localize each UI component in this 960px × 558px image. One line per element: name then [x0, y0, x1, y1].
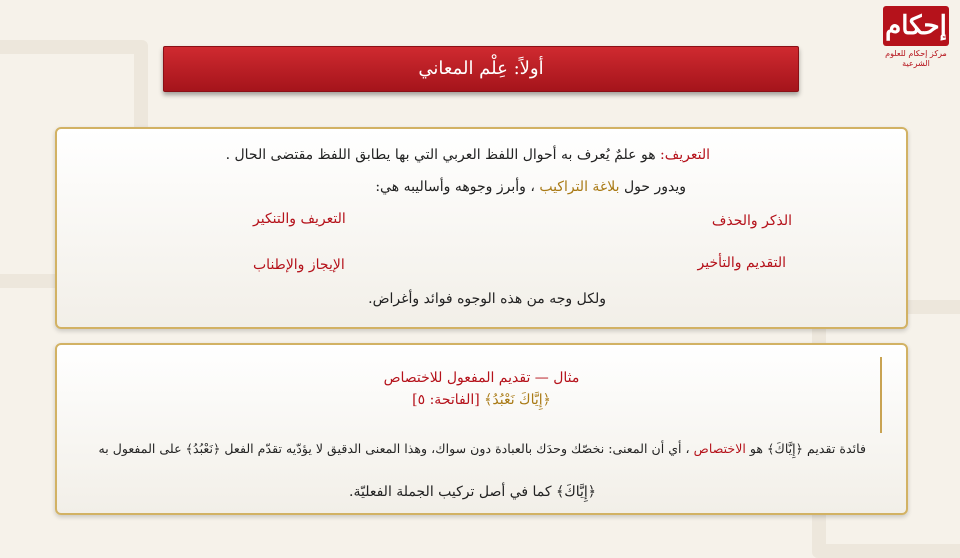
explanation-highlight: الاختصاص [693, 441, 746, 456]
explanation-line-2: ﴿إِيَّاكَ﴾ كما في أصل تركيب الجملة الفعليّة. [349, 484, 596, 500]
topic-prefix: ويدور حول [619, 179, 686, 195]
definition-label: التعريف: [660, 147, 710, 163]
verse-line [57, 392, 906, 408]
logo-mark: إحكام [883, 6, 949, 46]
explanation-start: فائدة تقديم ﴿إِيَّاكَ﴾ هو [745, 441, 866, 456]
example-card [55, 343, 908, 515]
closing-line: ولكل وجه من هذه الوجوه فوائد وأغراض. [368, 291, 606, 307]
topic-highlight: بلاغة التراكيب [539, 179, 620, 195]
style-item-definiteness: التعريف والتنكير [253, 211, 346, 227]
logo [880, 6, 952, 72]
verse-text: ﴿إِيَّاكَ نَعْبُدُ﴾ [484, 392, 551, 408]
topic-line [375, 179, 686, 195]
definition-card [55, 127, 908, 329]
logo-subtitle: مركز إحكام للعلوم الشرعية [885, 49, 947, 68]
definition-line [226, 147, 710, 163]
explanation-end: ، أي أن المعنى: نخصّك وحدَك بالعبادة دون سواك، وهذا المعنى الدقيق لا يؤدّيه تقدّم الفعل ﴿نَعْبُدُ﴾ على المفعول به [98, 441, 694, 456]
verse-reference: [الفاتحة: ٥] [412, 392, 480, 408]
style-item-mention-omission: الذكر والحذف [711, 213, 792, 229]
explanation-line-1 [98, 441, 866, 456]
style-item-concision: الإيجاز والإطناب [253, 257, 345, 273]
topic-suffix: ، وأبرز وجوهه وأساليبه هي: [375, 179, 540, 195]
definition-text: هو علمٌ يُعرف به أحوال اللفظ العربي التي بها يطابق اللفظ مقتضى الحال . [225, 147, 661, 163]
example-title: مثال — تقديم المفعول للاختصاص [383, 370, 580, 386]
page-title: أولاً: عِلْم المعاني [163, 46, 799, 92]
style-item-precedence: التقديم والتأخير [697, 255, 786, 271]
